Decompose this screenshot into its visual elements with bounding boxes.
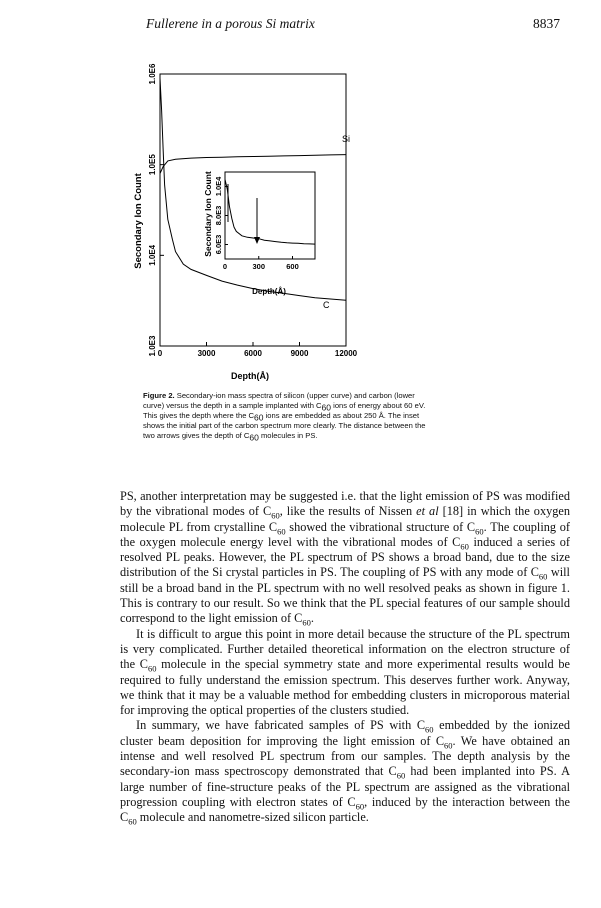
- paragraph-1-run: 60: [277, 526, 286, 537]
- paragraph-3-run: 60: [425, 724, 434, 735]
- inset-x-tick-label: 0: [222, 262, 228, 271]
- caption-part-1: 60: [321, 402, 332, 413]
- body-text: [120, 489, 570, 826]
- inset-x-axis-label: Depth(Å): [252, 287, 286, 296]
- paragraph-1-run: [18] in which the oxygen molecule PL from crystalline C: [120, 504, 570, 534]
- main-x-tick-label: 3000: [197, 349, 216, 358]
- paragraph-2-run: 60: [147, 663, 157, 674]
- paragraph-1-run: induced a series of resolved PL peaks. However, the PL spectrum of PS shows a broad band, due to the size distribution of the Si crystal particles in PS. The coupling of PS with any mode of C: [120, 534, 570, 580]
- paragraph-1-run: 60: [538, 571, 548, 582]
- inset-y-tick-label: 1.0E4: [214, 176, 223, 197]
- paragraph-1-run: 60: [475, 526, 484, 537]
- paragraph-1-run: 60: [460, 541, 469, 552]
- paragraph-3-run: 60: [396, 770, 406, 781]
- main-y-axis-label: Secondary Ion Count: [133, 173, 144, 269]
- figure-caption: [143, 391, 438, 441]
- paragraph-1-run: showed the vibrational structure of C: [285, 519, 476, 534]
- main-x-tick-label: 0: [157, 349, 163, 358]
- page-header: [120, 16, 560, 34]
- page-number: 8837: [533, 16, 560, 31]
- caption-part-6: molecules in PS.: [258, 431, 318, 440]
- caption-part-0: Secondary-ion mass spectra of silicon (upper curve) and carbon (lower curve) versus the depth in a sample implanted with C: [143, 391, 415, 410]
- caption-part-5: 60: [249, 432, 259, 443]
- paragraph-1-run: PS, another interpretation may be suggested i.e. that the light emission of PS was modified by the vibrational modes of C: [120, 489, 570, 519]
- running-title: Fullerene in a porous Si matrix: [146, 16, 315, 31]
- paragraph-1: [120, 489, 570, 627]
- paragraph-3-run: embedded by the ionized cluster beam deposition for improving the light emission of C: [120, 718, 570, 748]
- inset-y-tick-label: 8.0E3: [214, 205, 223, 226]
- paragraph-2-run: It is difficult to argue this point in more detail because the structure of the PL spectrum is very complicated. Further detailed theoretical information on the electron structure of the C: [120, 626, 570, 672]
- main-y-tick-label: 1.0E5: [148, 154, 157, 176]
- caption-part-4: ions are embedded as about 250 Å. The inset shows the initial part of the carbon spectrum more clearly. The distance between the two arrows gives the depth of C: [143, 411, 426, 440]
- paragraph-2: [120, 627, 570, 719]
- series-line-si: [160, 155, 346, 174]
- paragraph-3-run: had been implanted into PS. A large number of fine-structure peaks of the PL spectrum are assigned as the vibrational progression coupling with electron states of C: [120, 764, 570, 809]
- figure-label: Figure 2.: [143, 391, 175, 400]
- main-x-ticks: [158, 342, 358, 358]
- paragraph-2-run: molecule in the special symmetry state and more experimental results would be required to fully understand the emission spectrum. This deserves further work. Anyway, we think that it may be a valuable method for embedding clusters in microporous material for improving the optical properties of the clusters studied.: [120, 657, 570, 718]
- paragraph-3-run: , induced by the interaction between the C: [120, 794, 570, 825]
- paragraph-3-run: 60: [128, 816, 137, 827]
- paragraph-1-run: 60: [271, 510, 280, 521]
- paragraph-1-run: . The coupling of the oxygen molecule energy level with the vibrational modes of C: [120, 519, 570, 549]
- inset-y-axis-label: Secondary Ion Count: [203, 171, 213, 257]
- main-x-axis-label: Depth(Å): [231, 371, 269, 381]
- main-x-tick-label: 6000: [244, 349, 262, 358]
- caption-part-3: 60: [254, 412, 264, 423]
- paragraph-1-run: .: [310, 611, 314, 626]
- sims-depth-profile-figure: [130, 56, 370, 386]
- caption-part-2: ions of energy about 60 eV. This gives the depth where the C: [143, 401, 426, 420]
- paragraph-3-run: In summary, we have fabricated samples of PS with C: [136, 718, 426, 733]
- inset-plot: [203, 171, 315, 296]
- paragraph-1-run: 60: [302, 617, 311, 628]
- inset-y-tick-label: 6.0E3: [214, 234, 223, 255]
- paragraph-3-run: 60: [355, 801, 365, 812]
- inset-x-tick-label: 600: [286, 262, 299, 271]
- paragraph-3: [120, 718, 570, 825]
- main-x-tick-label: 12000: [334, 349, 358, 358]
- paragraph-1-run: et al: [416, 504, 439, 519]
- paragraph-3-run: 60: [444, 740, 453, 751]
- main-y-tick-label: 1.0E4: [148, 244, 157, 266]
- paragraph-3-run: . We have obtained an intense and well resolved PL spectrum from our samples. The depth analysis by the secondary-ion mass spectroscopy demonstrated that C: [120, 733, 571, 779]
- inset-x-tick-label: 300: [252, 262, 266, 271]
- paragraph-1-run: will still be a broad band in the PL spectrum with no well resolved peaks as shown in figure 1. This is contrary to our result. So we think that the PL special features of our sample should correspond to the light emission of C: [120, 565, 570, 626]
- paragraph-1-run: , like the results of Nissen: [279, 504, 417, 519]
- main-y-tick-label: 1.0E3: [148, 335, 157, 357]
- main-x-tick-label: 9000: [290, 349, 309, 358]
- paragraph-3-run: molecule and nanometre-sized silicon particle.: [136, 810, 369, 825]
- main-y-tick-label: 1.0E6: [148, 63, 157, 85]
- c-curve-label: C: [323, 300, 330, 310]
- si-curve-label: Si: [341, 134, 350, 144]
